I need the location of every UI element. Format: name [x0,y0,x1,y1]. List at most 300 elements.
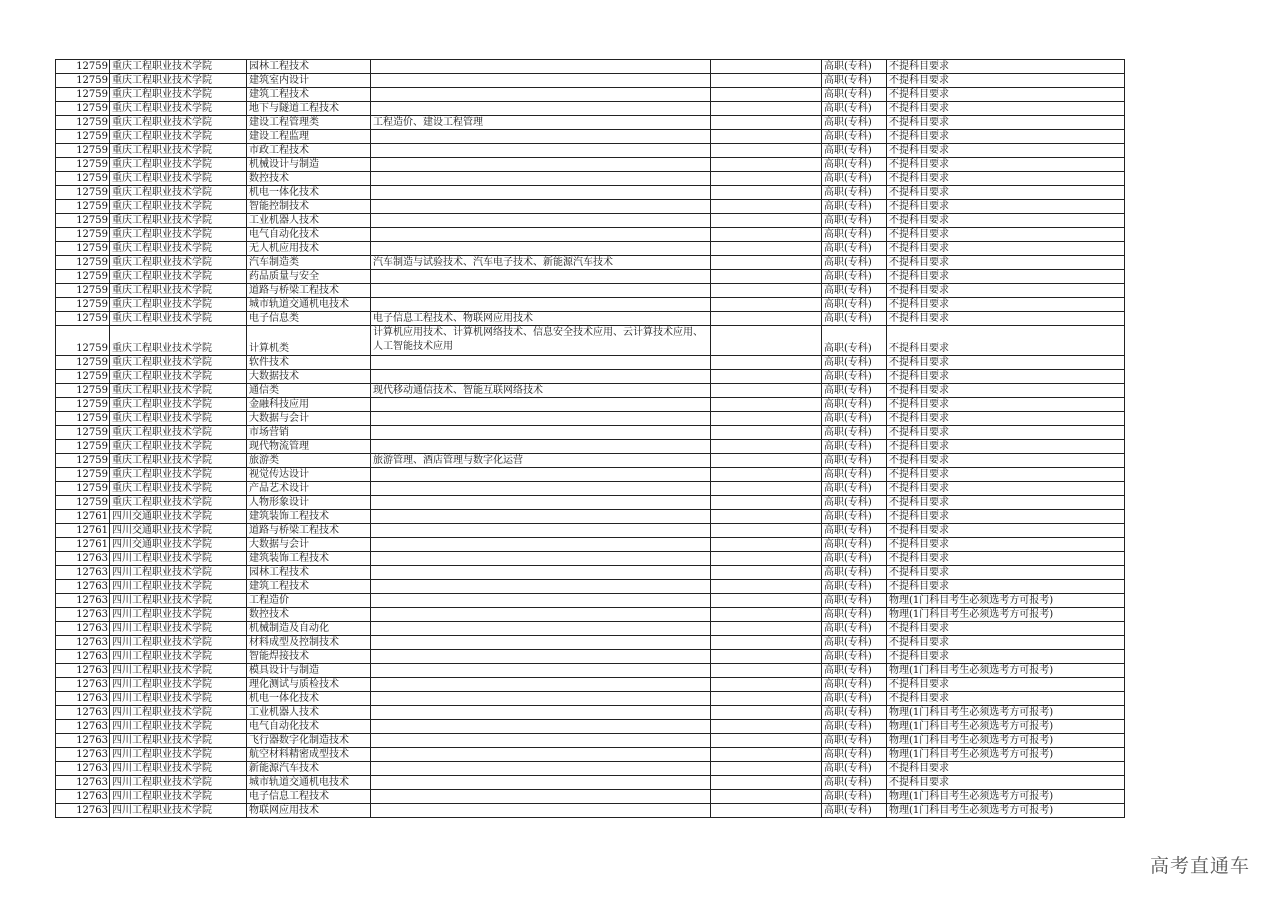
subject-requirement-cell: 不提科目要求 [887,130,1125,144]
empty-cell [711,186,822,200]
empty-cell [711,622,822,636]
major-name-cell: 大数据技术 [247,370,371,384]
school-code-cell: 12759 [56,426,110,440]
empty-cell [711,790,822,804]
major-name-cell: 航空材料精密成型技术 [247,748,371,762]
school-name-cell: 四川工程职业技术学院 [110,608,247,622]
level-cell: 高职(专科) [822,116,887,130]
empty-cell [711,312,822,326]
included-majors-cell [371,524,711,538]
table-row [56,60,1125,74]
school-name-cell: 重庆工程职业技术学院 [110,200,247,214]
level-cell: 高职(专科) [822,748,887,762]
empty-cell [711,398,822,412]
level-cell: 高职(专科) [822,650,887,664]
major-name-cell: 机械设计与制造 [247,158,371,172]
school-code-cell: 12763 [56,664,110,678]
empty-cell [711,510,822,524]
level-cell: 高职(专科) [822,60,887,74]
empty-cell [711,636,822,650]
school-code-cell: 12759 [56,130,110,144]
level-cell: 高职(专科) [822,412,887,426]
table-row [56,734,1125,748]
subject-requirement-cell: 不提科目要求 [887,412,1125,426]
included-majors-cell [371,594,711,608]
table-row [56,412,1125,426]
major-name-cell: 材料成型及控制技术 [247,636,371,650]
empty-cell [711,706,822,720]
school-name-cell: 重庆工程职业技术学院 [110,242,247,256]
school-name-cell: 重庆工程职业技术学院 [110,116,247,130]
school-name-cell: 重庆工程职业技术学院 [110,186,247,200]
school-code-cell: 12759 [56,116,110,130]
empty-cell [711,566,822,580]
level-cell: 高职(专科) [822,326,887,356]
major-name-cell: 智能焊接技术 [247,650,371,664]
table-row [56,650,1125,664]
table-row [56,622,1125,636]
level-cell: 高职(专科) [822,256,887,270]
school-code-cell: 12763 [56,650,110,664]
school-code-cell: 12763 [56,762,110,776]
major-name-cell: 建筑装饰工程技术 [247,552,371,566]
subject-requirement-cell: 不提科目要求 [887,510,1125,524]
table-row [56,636,1125,650]
school-code-cell: 12759 [56,468,110,482]
major-name-cell: 地下与隧道工程技术 [247,102,371,116]
school-name-cell: 重庆工程职业技术学院 [110,74,247,88]
included-majors-cell [371,412,711,426]
school-code-cell: 12759 [56,326,110,356]
level-cell: 高职(专科) [822,298,887,312]
school-name-cell: 四川工程职业技术学院 [110,776,247,790]
table-row [56,552,1125,566]
empty-cell [711,426,822,440]
major-name-cell: 数控技术 [247,172,371,186]
major-name-cell: 现代物流管理 [247,440,371,454]
level-cell: 高职(专科) [822,790,887,804]
empty-cell [711,720,822,734]
table-row [56,524,1125,538]
school-name-cell: 重庆工程职业技术学院 [110,284,247,298]
major-name-cell: 计算机类 [247,326,371,356]
empty-cell [711,298,822,312]
subject-requirement-cell: 物理(1门科目考生必须选考方可报考) [887,804,1125,818]
subject-requirement-cell: 不提科目要求 [887,384,1125,398]
school-name-cell: 四川工程职业技术学院 [110,720,247,734]
empty-cell [711,594,822,608]
included-majors-cell [371,88,711,102]
major-name-cell: 物联网应用技术 [247,804,371,818]
included-majors-cell [371,636,711,650]
level-cell: 高职(专科) [822,144,887,158]
level-cell: 高职(专科) [822,130,887,144]
major-name-cell: 建筑工程技术 [247,88,371,102]
included-majors-cell [371,60,711,74]
table-row [56,214,1125,228]
major-name-cell: 城市轨道交通机电技术 [247,298,371,312]
major-name-cell: 工业机器人技术 [247,214,371,228]
subject-requirement-cell: 不提科目要求 [887,776,1125,790]
school-code-cell: 12759 [56,102,110,116]
subject-requirement-cell: 不提科目要求 [887,468,1125,482]
included-majors-cell [371,664,711,678]
included-majors-cell [371,370,711,384]
subject-requirement-cell: 不提科目要求 [887,440,1125,454]
level-cell: 高职(专科) [822,496,887,510]
school-name-cell: 重庆工程职业技术学院 [110,228,247,242]
empty-cell [711,60,822,74]
school-code-cell: 12759 [56,356,110,370]
empty-cell [711,524,822,538]
included-majors-cell [371,566,711,580]
major-name-cell: 药品质量与安全 [247,270,371,284]
table-row [56,454,1125,468]
level-cell: 高职(专科) [822,356,887,370]
table-row [56,74,1125,88]
school-name-cell: 重庆工程职业技术学院 [110,440,247,454]
subject-requirement-cell: 不提科目要求 [887,580,1125,594]
school-code-cell: 12759 [56,454,110,468]
major-name-cell: 建筑工程技术 [247,580,371,594]
table-row [56,158,1125,172]
empty-cell [711,580,822,594]
school-code-cell: 12759 [56,242,110,256]
subject-requirement-cell: 物理(1门科目考生必须选考方可报考) [887,664,1125,678]
empty-cell [711,116,822,130]
subject-requirement-cell: 不提科目要求 [887,158,1125,172]
included-majors-cell: 现代移动通信技术、智能互联网络技术 [371,384,711,398]
school-name-cell: 四川工程职业技术学院 [110,594,247,608]
school-name-cell: 重庆工程职业技术学院 [110,298,247,312]
admission-requirements-table [55,59,1125,818]
included-majors-cell: 计算机应用技术、计算机网络技术、信息安全技术应用、云计算技术应用、人工智能技术应用 [371,326,711,356]
table-row [56,144,1125,158]
major-name-cell: 建设工程管理类 [247,116,371,130]
school-name-cell: 四川工程职业技术学院 [110,678,247,692]
included-majors-cell [371,776,711,790]
school-code-cell: 12763 [56,594,110,608]
school-name-cell: 四川工程职业技术学院 [110,566,247,580]
school-name-cell: 四川工程职业技术学院 [110,650,247,664]
subject-requirement-cell: 不提科目要求 [887,242,1125,256]
table-row [56,482,1125,496]
included-majors-cell [371,622,711,636]
level-cell: 高职(专科) [822,384,887,398]
empty-cell [711,664,822,678]
major-name-cell: 大数据与会计 [247,538,371,552]
school-code-cell: 12763 [56,622,110,636]
included-majors-cell [371,510,711,524]
school-code-cell: 12759 [56,270,110,284]
school-code-cell: 12759 [56,158,110,172]
school-code-cell: 12763 [56,580,110,594]
subject-requirement-cell: 不提科目要求 [887,496,1125,510]
school-name-cell: 重庆工程职业技术学院 [110,88,247,102]
subject-requirement-cell: 不提科目要求 [887,172,1125,186]
school-code-cell: 12759 [56,412,110,426]
empty-cell [711,144,822,158]
included-majors-cell [371,228,711,242]
school-name-cell: 重庆工程职业技术学院 [110,214,247,228]
table-row [56,692,1125,706]
level-cell: 高职(专科) [822,228,887,242]
major-name-cell: 机电一体化技术 [247,186,371,200]
included-majors-cell [371,172,711,186]
major-name-cell: 旅游类 [247,454,371,468]
school-name-cell: 重庆工程职业技术学院 [110,426,247,440]
school-name-cell: 重庆工程职业技术学院 [110,60,247,74]
empty-cell [711,552,822,566]
empty-cell [711,412,822,426]
level-cell: 高职(专科) [822,454,887,468]
level-cell: 高职(专科) [822,678,887,692]
included-majors-cell [371,720,711,734]
school-code-cell: 12759 [56,186,110,200]
level-cell: 高职(专科) [822,370,887,384]
level-cell: 高职(专科) [822,284,887,298]
table-row [56,720,1125,734]
empty-cell [711,356,822,370]
major-name-cell: 人物形象设计 [247,496,371,510]
level-cell: 高职(专科) [822,482,887,496]
subject-requirement-cell: 不提科目要求 [887,312,1125,326]
school-code-cell: 12759 [56,298,110,312]
included-majors-cell [371,144,711,158]
major-name-cell: 理化测试与质检技术 [247,678,371,692]
school-code-cell: 12761 [56,538,110,552]
included-majors-cell [371,270,711,284]
school-name-cell: 四川工程职业技术学院 [110,790,247,804]
school-code-cell: 12763 [56,636,110,650]
subject-requirement-cell: 不提科目要求 [887,200,1125,214]
included-majors-cell: 汽车制造与试验技术、汽车电子技术、新能源汽车技术 [371,256,711,270]
level-cell: 高职(专科) [822,594,887,608]
included-majors-cell [371,734,711,748]
subject-requirement-cell: 不提科目要求 [887,214,1125,228]
school-code-cell: 12759 [56,398,110,412]
included-majors-cell [371,538,711,552]
major-name-cell: 机电一体化技术 [247,692,371,706]
school-code-cell: 12763 [56,692,110,706]
empty-cell [711,88,822,102]
included-majors-cell [371,650,711,664]
table-row [56,242,1125,256]
subject-requirement-cell: 不提科目要求 [887,60,1125,74]
subject-requirement-cell: 物理(1门科目考生必须选考方可报考) [887,594,1125,608]
major-name-cell: 电子信息工程技术 [247,790,371,804]
major-name-cell: 市场营销 [247,426,371,440]
subject-requirement-cell: 不提科目要求 [887,650,1125,664]
major-name-cell: 机械制造及自动化 [247,622,371,636]
school-name-cell: 四川工程职业技术学院 [110,706,247,720]
school-name-cell: 四川交通职业技术学院 [110,524,247,538]
table-row [56,664,1125,678]
table-row [56,284,1125,298]
school-code-cell: 12759 [56,88,110,102]
subject-requirement-cell: 物理(1门科目考生必须选考方可报考) [887,748,1125,762]
major-name-cell: 建筑装饰工程技术 [247,510,371,524]
school-code-cell: 12763 [56,790,110,804]
major-name-cell: 飞行器数字化制造技术 [247,734,371,748]
school-code-cell: 12763 [56,608,110,622]
included-majors-cell [371,356,711,370]
major-name-cell: 电气自动化技术 [247,228,371,242]
subject-requirement-cell: 不提科目要求 [887,144,1125,158]
school-name-cell: 重庆工程职业技术学院 [110,256,247,270]
school-name-cell: 四川工程职业技术学院 [110,804,247,818]
school-name-cell: 重庆工程职业技术学院 [110,172,247,186]
school-code-cell: 12761 [56,510,110,524]
major-name-cell: 道路与桥梁工程技术 [247,524,371,538]
level-cell: 高职(专科) [822,524,887,538]
school-code-cell: 12759 [56,228,110,242]
school-name-cell: 四川工程职业技术学院 [110,664,247,678]
major-name-cell: 金融科技应用 [247,398,371,412]
subject-requirement-cell: 不提科目要求 [887,398,1125,412]
level-cell: 高职(专科) [822,102,887,116]
included-majors-cell [371,242,711,256]
subject-requirement-cell: 不提科目要求 [887,538,1125,552]
empty-cell [711,454,822,468]
table-row [56,706,1125,720]
major-name-cell: 通信类 [247,384,371,398]
major-name-cell: 模具设计与制造 [247,664,371,678]
school-name-cell: 重庆工程职业技术学院 [110,102,247,116]
level-cell: 高职(专科) [822,426,887,440]
empty-cell [711,734,822,748]
table-row [56,370,1125,384]
table-row [56,440,1125,454]
subject-requirement-cell: 物理(1门科目考生必须选考方可报考) [887,720,1125,734]
level-cell: 高职(专科) [822,270,887,284]
included-majors-cell [371,130,711,144]
empty-cell [711,326,822,356]
level-cell: 高职(专科) [822,398,887,412]
level-cell: 高职(专科) [822,692,887,706]
major-name-cell: 道路与桥梁工程技术 [247,284,371,298]
subject-requirement-cell: 物理(1门科目考生必须选考方可报考) [887,608,1125,622]
table-row [56,256,1125,270]
table-row [56,496,1125,510]
subject-requirement-cell: 不提科目要求 [887,298,1125,312]
table-row [56,608,1125,622]
school-name-cell: 重庆工程职业技术学院 [110,130,247,144]
major-name-cell: 视觉传达设计 [247,468,371,482]
subject-requirement-cell: 不提科目要求 [887,88,1125,102]
school-name-cell: 四川交通职业技术学院 [110,510,247,524]
subject-requirement-cell: 不提科目要求 [887,326,1125,356]
included-majors-cell [371,804,711,818]
major-name-cell: 软件技术 [247,356,371,370]
table-row [56,130,1125,144]
subject-requirement-cell: 不提科目要求 [887,762,1125,776]
major-name-cell: 智能控制技术 [247,200,371,214]
included-majors-cell: 工程造价、建设工程管理 [371,116,711,130]
subject-requirement-cell: 物理(1门科目考生必须选考方可报考) [887,734,1125,748]
table-row [56,312,1125,326]
school-code-cell: 12759 [56,284,110,298]
subject-requirement-cell: 不提科目要求 [887,636,1125,650]
school-name-cell: 重庆工程职业技术学院 [110,454,247,468]
level-cell: 高职(专科) [822,608,887,622]
table-row [56,102,1125,116]
school-name-cell: 四川工程职业技术学院 [110,580,247,594]
empty-cell [711,482,822,496]
included-majors-cell [371,298,711,312]
level-cell: 高职(专科) [822,720,887,734]
school-code-cell: 12759 [56,172,110,186]
subject-requirement-cell: 不提科目要求 [887,692,1125,706]
included-majors-cell [371,158,711,172]
school-code-cell: 12759 [56,214,110,228]
empty-cell [711,130,822,144]
school-name-cell: 重庆工程职业技术学院 [110,384,247,398]
school-code-cell: 12763 [56,804,110,818]
subject-requirement-cell: 不提科目要求 [887,454,1125,468]
included-majors-cell [371,762,711,776]
major-name-cell: 建筑室内设计 [247,74,371,88]
major-name-cell: 无人机应用技术 [247,242,371,256]
table-row [56,116,1125,130]
subject-requirement-cell: 不提科目要求 [887,566,1125,580]
table-row [56,356,1125,370]
included-majors-cell [371,426,711,440]
school-name-cell: 重庆工程职业技术学院 [110,326,247,356]
school-code-cell: 12763 [56,566,110,580]
school-code-cell: 12759 [56,74,110,88]
included-majors-cell [371,74,711,88]
school-code-cell: 12759 [56,384,110,398]
empty-cell [711,74,822,88]
table-row [56,384,1125,398]
subject-requirement-cell: 不提科目要求 [887,552,1125,566]
included-majors-cell [371,692,711,706]
major-name-cell: 市政工程技术 [247,144,371,158]
major-name-cell: 汽车制造类 [247,256,371,270]
major-name-cell: 园林工程技术 [247,60,371,74]
included-majors-cell [371,398,711,412]
major-name-cell: 建设工程监理 [247,130,371,144]
empty-cell [711,650,822,664]
major-name-cell: 大数据与会计 [247,412,371,426]
included-majors-cell [371,790,711,804]
subject-requirement-cell: 不提科目要求 [887,284,1125,298]
table-row [56,186,1125,200]
level-cell: 高职(专科) [822,706,887,720]
included-majors-cell [371,102,711,116]
level-cell: 高职(专科) [822,74,887,88]
school-name-cell: 重庆工程职业技术学院 [110,468,247,482]
level-cell: 高职(专科) [822,664,887,678]
major-name-cell: 电气自动化技术 [247,720,371,734]
included-majors-cell [371,482,711,496]
level-cell: 高职(专科) [822,172,887,186]
school-code-cell: 12763 [56,734,110,748]
level-cell: 高职(专科) [822,186,887,200]
school-code-cell: 12763 [56,748,110,762]
school-code-cell: 12759 [56,200,110,214]
empty-cell [711,692,822,706]
subject-requirement-cell: 不提科目要求 [887,74,1125,88]
level-cell: 高职(专科) [822,468,887,482]
empty-cell [711,384,822,398]
school-name-cell: 四川工程职业技术学院 [110,622,247,636]
school-name-cell: 重庆工程职业技术学院 [110,482,247,496]
school-name-cell: 四川工程职业技术学院 [110,734,247,748]
level-cell: 高职(专科) [822,200,887,214]
empty-cell [711,102,822,116]
